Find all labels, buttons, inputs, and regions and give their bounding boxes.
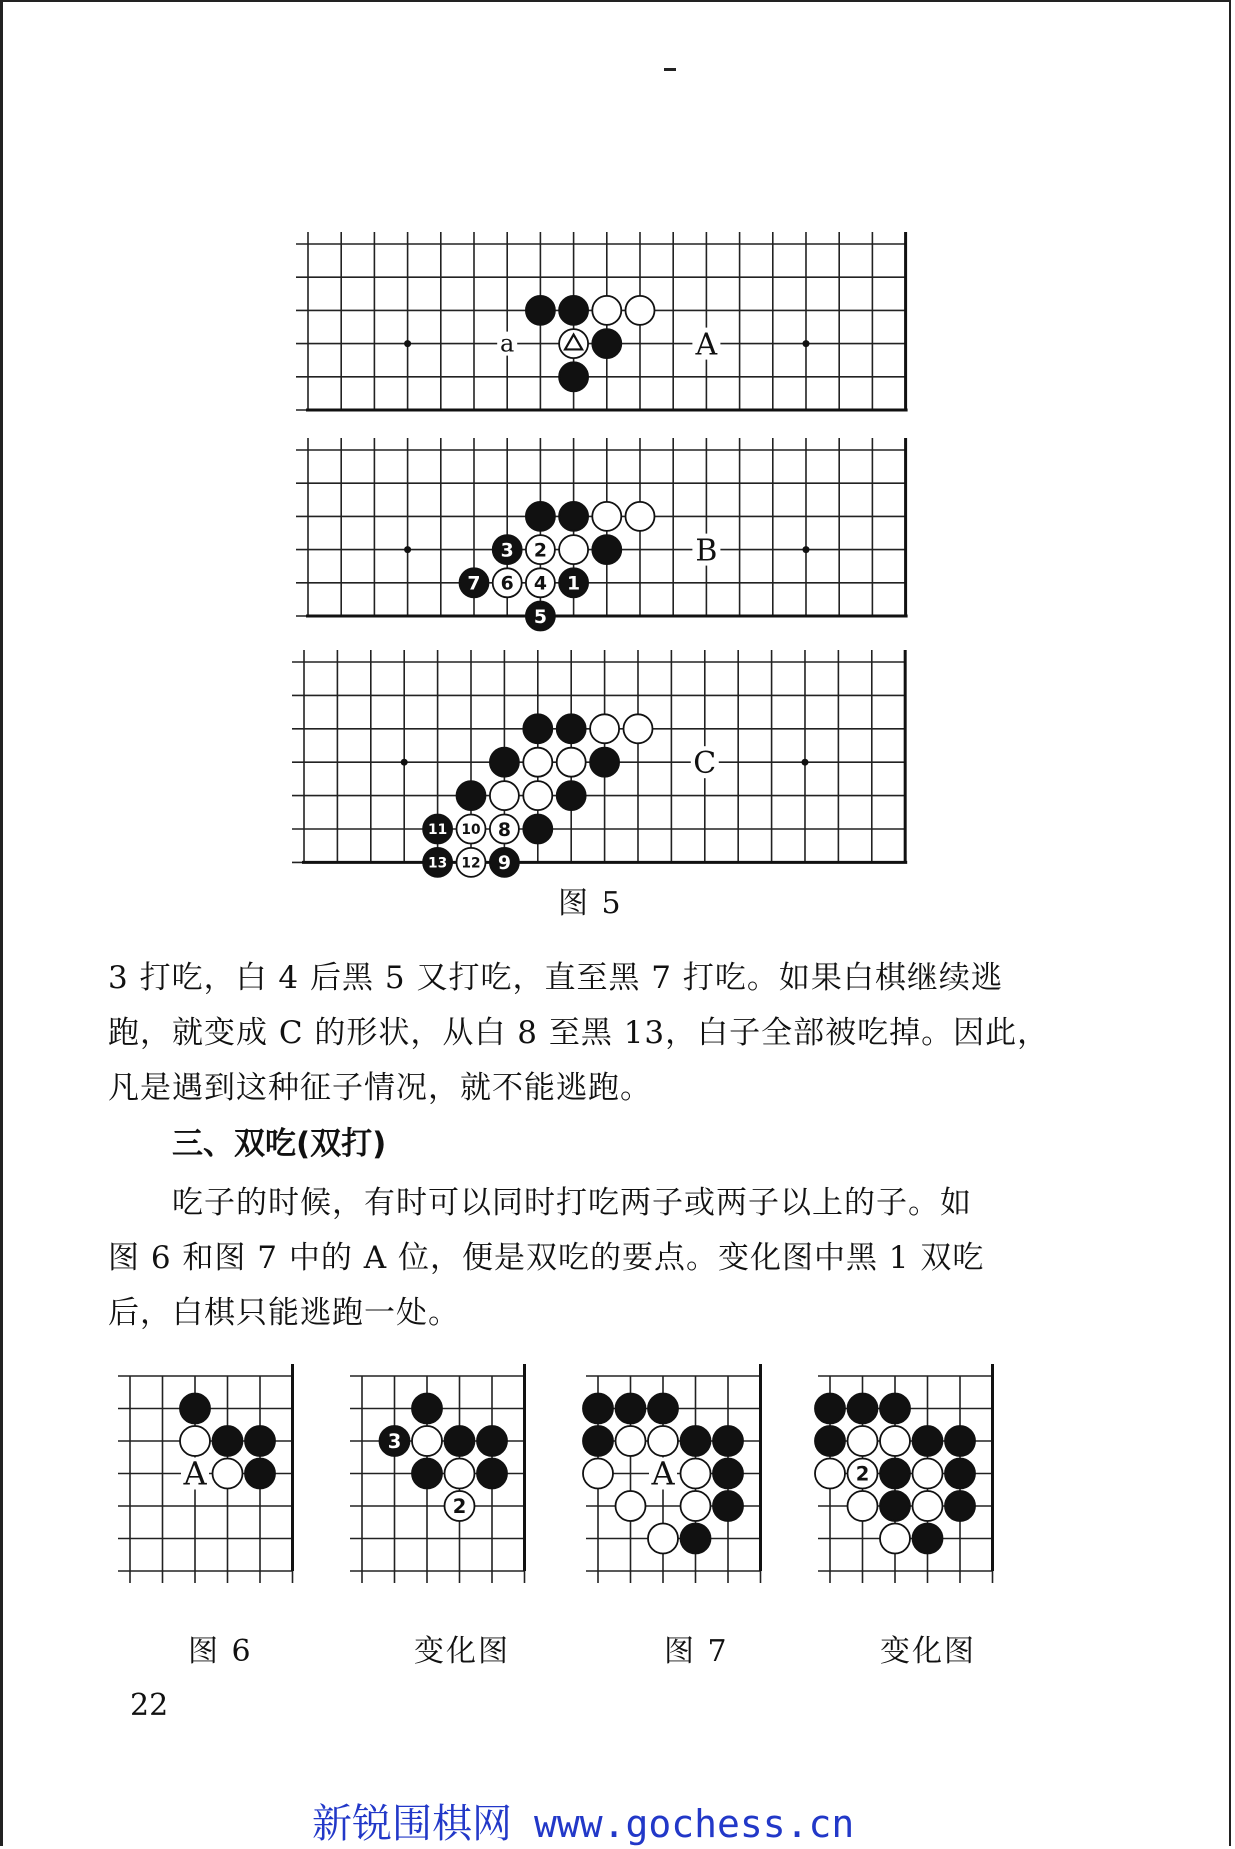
- figure6-caption: 图 6: [188, 1634, 253, 1669]
- black-stone: [559, 502, 588, 531]
- black-stone: [945, 1426, 975, 1456]
- point-label-a: a: [500, 329, 515, 358]
- go-board-svg: [350, 1364, 537, 1583]
- go-board-svg: [118, 1364, 305, 1583]
- black-stone: [590, 748, 619, 777]
- figure5-diagram-c: [292, 650, 917, 874]
- white-stone: [880, 1426, 910, 1456]
- move-number: 10: [461, 821, 481, 838]
- black-stone: [213, 1426, 243, 1456]
- figure6-diagram: [118, 1364, 305, 1583]
- white-stone: [625, 502, 654, 531]
- black-stone: [648, 1394, 678, 1424]
- star-point: [404, 546, 411, 553]
- go-board-svg: [292, 650, 917, 874]
- black-stone: [559, 362, 588, 391]
- figure5-diagram-a: [296, 232, 918, 422]
- move-number: 8: [497, 819, 511, 841]
- black-stone: [557, 781, 586, 810]
- white-stone: [557, 748, 586, 777]
- black-stone: [180, 1394, 210, 1424]
- move-number: 6: [500, 573, 514, 595]
- point-label-A: A: [651, 1454, 675, 1493]
- white-stone: [681, 1459, 711, 1489]
- black-stone: [616, 1394, 646, 1424]
- white-stone: [583, 1459, 613, 1489]
- paragraph-1-line-1: 3 打吃，白 4 后黑 5 又打吃，直至黑 7 打吃。如果白棋继续逃: [108, 960, 1003, 996]
- figure6-variation-diagram: [350, 1364, 537, 1583]
- move-number: 3: [500, 540, 514, 562]
- move-number: 1: [567, 573, 581, 595]
- white-stone: [445, 1459, 475, 1489]
- figure7-variation-caption: 变化图: [880, 1634, 976, 1669]
- black-stone: [245, 1426, 275, 1456]
- black-stone: [713, 1491, 743, 1521]
- move-number: 4: [533, 573, 547, 595]
- star-point: [802, 340, 809, 347]
- white-stone: [592, 296, 621, 325]
- black-stone: [945, 1459, 975, 1489]
- black-stone: [815, 1426, 845, 1456]
- page-number: 22: [130, 1688, 169, 1723]
- white-stone: [648, 1524, 678, 1554]
- black-stone: [592, 329, 621, 358]
- move-number: 3: [387, 1430, 402, 1454]
- black-stone: [681, 1524, 711, 1554]
- white-stone: [616, 1426, 646, 1456]
- go-board-svg: [586, 1364, 773, 1583]
- go-board-svg: [818, 1364, 1005, 1583]
- black-stone: [523, 814, 552, 843]
- black-stone: [880, 1491, 910, 1521]
- black-stone: [490, 748, 519, 777]
- white-stone: [523, 781, 552, 810]
- black-stone: [815, 1394, 845, 1424]
- white-stone: [880, 1524, 910, 1554]
- black-stone: [583, 1426, 613, 1456]
- move-number: 11: [428, 821, 448, 838]
- black-stone: [583, 1394, 613, 1424]
- diagram-label: B: [695, 533, 718, 569]
- black-stone: [523, 714, 552, 743]
- black-stone: [559, 296, 588, 325]
- go-board-svg: [296, 232, 918, 422]
- paragraph-1: [108, 951, 1068, 1116]
- figure7-diagram: [586, 1364, 773, 1583]
- black-stone: [557, 714, 586, 743]
- black-stone: [913, 1524, 943, 1554]
- white-stone: [616, 1491, 646, 1521]
- white-stone: [490, 781, 519, 810]
- white-stone: [213, 1459, 243, 1489]
- star-point: [802, 546, 809, 553]
- black-stone: [412, 1394, 442, 1424]
- white-stone: [681, 1491, 711, 1521]
- white-stone: [590, 714, 619, 743]
- black-stone: [477, 1459, 507, 1489]
- black-stone: [412, 1459, 442, 1489]
- black-stone: [913, 1426, 943, 1456]
- move-number: 7: [467, 573, 481, 595]
- move-number: 2: [533, 540, 547, 562]
- black-stone: [445, 1426, 475, 1456]
- go-board-svg: [296, 438, 918, 628]
- figure7-caption: 图 7: [664, 1634, 729, 1669]
- white-stone: [623, 714, 652, 743]
- white-stone: [625, 296, 654, 325]
- black-stone: [945, 1491, 975, 1521]
- paragraph-2-line-3: 后，白棋只能逃跑一处。: [108, 1295, 460, 1331]
- move-number: 2: [855, 1462, 870, 1486]
- paragraph-2: [108, 1176, 1068, 1341]
- move-number: 9: [497, 853, 511, 875]
- black-stone: [880, 1394, 910, 1424]
- footer-watermark: [312, 1792, 854, 1849]
- star-point: [404, 340, 411, 347]
- white-stone: [848, 1426, 878, 1456]
- move-number: 5: [533, 606, 547, 628]
- footer-site-name: 新锐围棋网: [312, 1801, 512, 1847]
- paragraph-1-line-2: 跑，就变成 C 的形状，从白 8 至黑 13，白子全部被吃掉。因此，: [108, 1015, 1050, 1051]
- black-stone: [245, 1459, 275, 1489]
- black-stone: [713, 1426, 743, 1456]
- white-stone: [848, 1491, 878, 1521]
- move-number: 13: [428, 855, 448, 872]
- move-number: 12: [461, 855, 481, 872]
- figure5-caption: 图 5: [558, 886, 623, 921]
- white-stone: [913, 1491, 943, 1521]
- white-stone: [815, 1459, 845, 1489]
- black-stone: [880, 1459, 910, 1489]
- black-stone: [592, 535, 621, 564]
- black-stone: [848, 1394, 878, 1424]
- black-stone: [477, 1426, 507, 1456]
- white-stone: [648, 1426, 678, 1456]
- paragraph-2-line-1: 吃子的时候，有时可以同时打吃两子或两子以上的子。如: [172, 1185, 972, 1221]
- paragraph-2-line-2: 图 6 和图 7 中的 A 位，便是双吃的要点。变化图中黑 1 双吃: [108, 1240, 985, 1276]
- footer-url[interactable]: www.gochess.cn: [534, 1802, 855, 1846]
- scan-mark: [664, 68, 676, 71]
- paragraph-1-line-3: 凡是遇到这种征子情况，就不能逃跑。: [108, 1070, 652, 1106]
- black-stone: [526, 502, 555, 531]
- star-point: [801, 759, 808, 766]
- diagram-label: C: [693, 746, 717, 782]
- figure5-diagram-b: [296, 438, 918, 628]
- white-stone: [180, 1426, 210, 1456]
- black-stone: [526, 296, 555, 325]
- figure7-variation-diagram: [818, 1364, 1005, 1583]
- section-heading: 三、双吃(双打): [172, 1126, 387, 1162]
- point-label-A: A: [183, 1454, 207, 1493]
- white-stone: [559, 535, 588, 564]
- black-stone: [681, 1426, 711, 1456]
- move-number: 2: [452, 1495, 467, 1519]
- white-stone: [412, 1426, 442, 1456]
- white-stone: [913, 1459, 943, 1489]
- black-stone: [713, 1459, 743, 1489]
- white-stone: [523, 748, 552, 777]
- black-stone: [456, 781, 485, 810]
- diagram-label: A: [695, 327, 718, 363]
- star-point: [401, 759, 408, 766]
- white-stone: [592, 502, 621, 531]
- figure6-variation-caption: 变化图: [414, 1634, 510, 1669]
